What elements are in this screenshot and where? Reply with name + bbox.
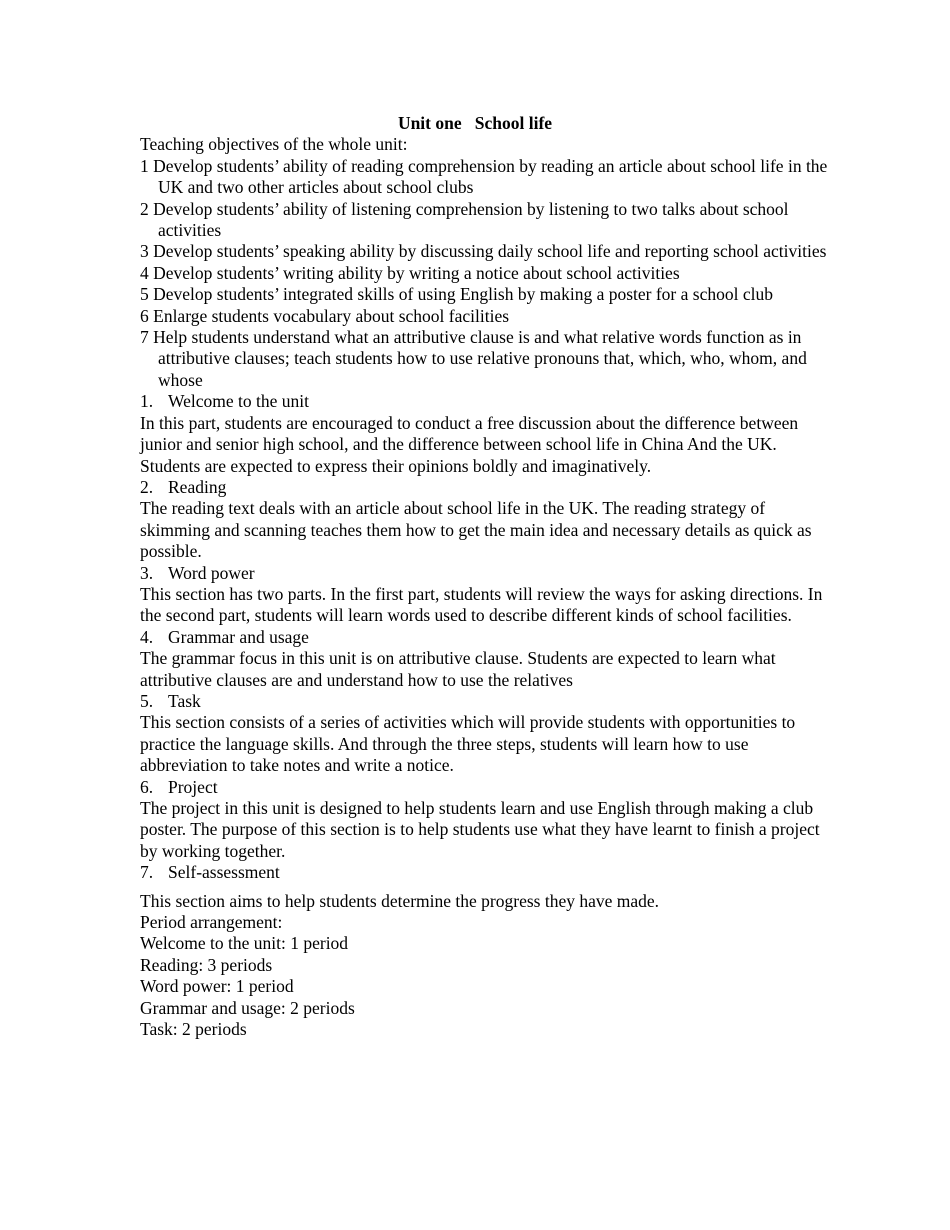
section-body: This section consists of a series of activities which will provide students with opportunities to practice the language skills. And through the three steps, students will learn how to use abbreviation to take notes and write a notice. xyxy=(140,712,796,776)
section-project xyxy=(140,777,830,863)
section-title: Task xyxy=(168,690,201,711)
period-item: Reading: 3 periods xyxy=(140,954,273,975)
section-grammar xyxy=(140,627,830,691)
section-body: In this part, students are encouraged to conduct a free discussion about the difference between junior and senior high school, and the difference between school life in China And the UK. Students are expected to express their opinions boldly and imaginatively. xyxy=(140,412,799,476)
section-title: Welcome to the unit xyxy=(168,391,309,412)
period-list xyxy=(140,933,830,1040)
objective-item: 2 Develop students’ ability of listening comprehension by listening to two talks about school activities xyxy=(140,198,789,241)
objective-item: 4 Develop students’ writing ability by writing a notice about school activities xyxy=(140,262,680,283)
section-task xyxy=(140,691,830,777)
objectives-list xyxy=(140,156,830,391)
section-word-power xyxy=(140,563,830,627)
section-self-assessment xyxy=(140,862,830,912)
section-number: 1. xyxy=(140,391,154,412)
document-page xyxy=(140,113,830,1040)
section-number: 6. xyxy=(140,776,154,797)
section-heading xyxy=(140,477,830,498)
section-title: Reading xyxy=(168,476,227,497)
objective-item: 6 Enlarge students vocabulary about school facilities xyxy=(140,305,510,326)
objective-item: 7 Help students understand what an attributive clause is and what relative words function as in attributive clauses; teach students how to use relative pronouns that, which, who, whom, and whose xyxy=(140,327,807,390)
period-item: Welcome to the unit: 1 period xyxy=(140,933,349,954)
section-welcome xyxy=(140,391,830,477)
section-heading xyxy=(140,862,830,883)
period-item: Word power: 1 period xyxy=(140,976,294,997)
objective-item: 3 Develop students’ speaking ability by discussing daily school life and reporting school activities xyxy=(140,241,827,262)
document-title: Unit one School life xyxy=(397,113,553,133)
section-number: 4. xyxy=(140,626,154,647)
section-body: This section aims to help students determine the progress they have made. xyxy=(140,890,660,911)
section-reading xyxy=(140,477,830,563)
section-heading xyxy=(140,627,830,648)
section-title: Grammar and usage xyxy=(168,626,309,647)
spacer xyxy=(140,884,830,891)
objective-item: 1 Develop students’ ability of reading comprehension by reading an article about school life in the UK and two other articles about school clubs xyxy=(140,155,828,198)
section-body: The grammar focus in this unit is on attributive clause. Students are expected to learn what attributive clauses are and understand how to use the relatives xyxy=(140,648,776,690)
section-number: 2. xyxy=(140,476,154,497)
section-title: Word power xyxy=(168,562,255,583)
section-body: The project in this unit is designed to help students learn and use English through making a club poster. The purpose of this section is to help students use what they have learnt to finish a project by working together. xyxy=(140,798,820,861)
section-heading xyxy=(140,391,830,412)
section-body: The reading text deals with an article about school life in the UK. The reading strategy of skimming and scanning teaches them how to get the main idea and necessary details as quick as possible. xyxy=(140,498,812,562)
section-title: Self-assessment xyxy=(168,862,280,883)
section-number: 3. xyxy=(140,562,154,583)
section-heading xyxy=(140,563,830,584)
section-number: 5. xyxy=(140,690,154,711)
period-item: Grammar and usage: 2 periods xyxy=(140,997,355,1018)
section-heading xyxy=(140,691,830,712)
section-title: Project xyxy=(168,776,218,797)
period-item: Task: 2 periods xyxy=(140,1019,247,1040)
period-heading: Period arrangement: xyxy=(140,912,283,933)
section-heading xyxy=(140,777,830,798)
objectives-heading: Teaching objectives of the whole unit: xyxy=(140,134,408,155)
objective-item: 5 Develop students’ integrated skills of using English by making a poster for a school club xyxy=(140,284,773,305)
section-number: 7. xyxy=(140,862,154,883)
section-body: This section has two parts. In the first part, students will review the ways for asking directions. In the second part, students will learn words used to describe different kinds of school facilities. xyxy=(140,583,823,626)
